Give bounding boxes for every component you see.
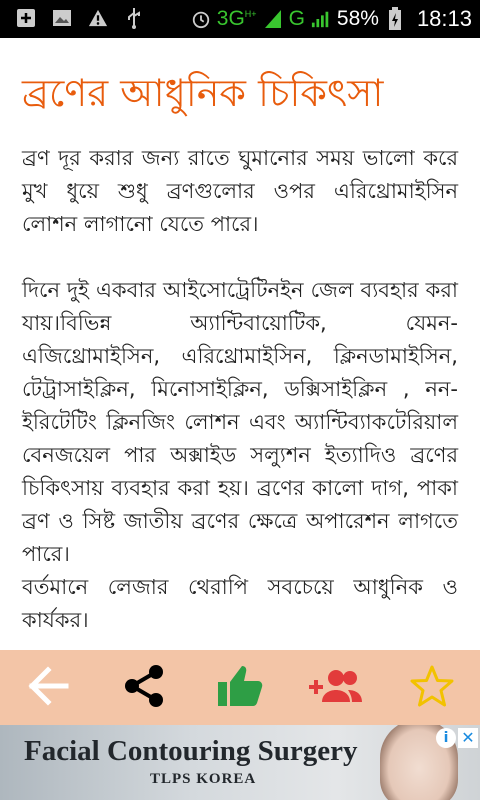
- warning-icon: [88, 7, 108, 29]
- signal-icon-2: [311, 8, 331, 30]
- battery-icon: [385, 8, 405, 30]
- article-body: [22, 142, 458, 637]
- back-arrow-icon: [26, 666, 70, 709]
- thumbs-up-icon: [216, 664, 264, 711]
- ad-headline: Facial Contouring Surgery: [24, 735, 358, 767]
- share-icon: [122, 664, 166, 711]
- bottom-toolbar: [0, 650, 480, 725]
- add-icon: [16, 7, 36, 29]
- status-bar: [0, 0, 480, 38]
- paragraph: দিনে দুই একবার আইসোট্রেটিনইন জেল ব্যবহার করা যায়।বিভিন্ন অ্যান্টিবায়োটিক, যেমন- এজিথ্রোমাইসিন, এরিথ্রোমাইসিন, ক্লিনডামাইসিন, টেট্রাসাইক্লিন, মিনোসাইক্লিন, ডক্সিসাইক্লিন , নন-ইরিটেটিং ক্লিনজিং লোশন এবং অ্যান্টিব্যাকটেরিয়াল বেনজয়েল পার অক্সাইড সল্যুশন ইত্যাদিও ব্রণের চিকিৎসায় ব্যবহার করা হয়। ব্রণের কালো দাগ, পাকা ব্রণ ও সিষ্ট জাতীয় ব্রণের ক্ষেত্রে অপারেশন লাগতে পারে।: [22, 278, 458, 566]
- ad-close-icon[interactable]: ✕: [458, 728, 478, 748]
- back-button[interactable]: [16, 656, 80, 720]
- ad-banner[interactable]: [0, 725, 480, 800]
- alarm-icon: [191, 8, 211, 30]
- share-button[interactable]: [112, 656, 176, 720]
- clock: 18:13: [416, 6, 472, 31]
- ad-subline: TLPS KOREA: [150, 771, 257, 787]
- notification-icons: [16, 7, 144, 29]
- battery-percent: 58%: [336, 7, 379, 30]
- add-friend-icon: [308, 666, 364, 709]
- usb-icon: [124, 7, 144, 29]
- favorite-button[interactable]: [400, 656, 464, 720]
- image-icon: [52, 7, 72, 29]
- add-friend-button[interactable]: [304, 656, 368, 720]
- article-view[interactable]: [0, 38, 480, 650]
- paragraph: ব্রণ দূর করার জন্য রাতে ঘুমানোর সময় ভালো করে মুখ ধুয়ে শুধু ব্রণগুলোর ওপর এরিথ্রোমাইসিন লোশন লাগানো যেতে পারে।: [22, 146, 458, 236]
- signal-icon: [263, 8, 283, 30]
- network-type-2: G: [288, 7, 305, 30]
- star-icon: [410, 664, 454, 711]
- network-type: $3G^{H+}$: [216, 7, 257, 30]
- article-title: ব্রণের আধুনিক চিকিৎসা: [22, 71, 384, 115]
- ad-info-icon[interactable]: i: [436, 728, 456, 748]
- like-button[interactable]: [208, 656, 272, 720]
- system-status: [191, 4, 472, 34]
- paragraph: বর্তমানে লেজার থেরাপি সবচেয়ে আধুনিক ও কার্যকর।: [22, 575, 458, 632]
